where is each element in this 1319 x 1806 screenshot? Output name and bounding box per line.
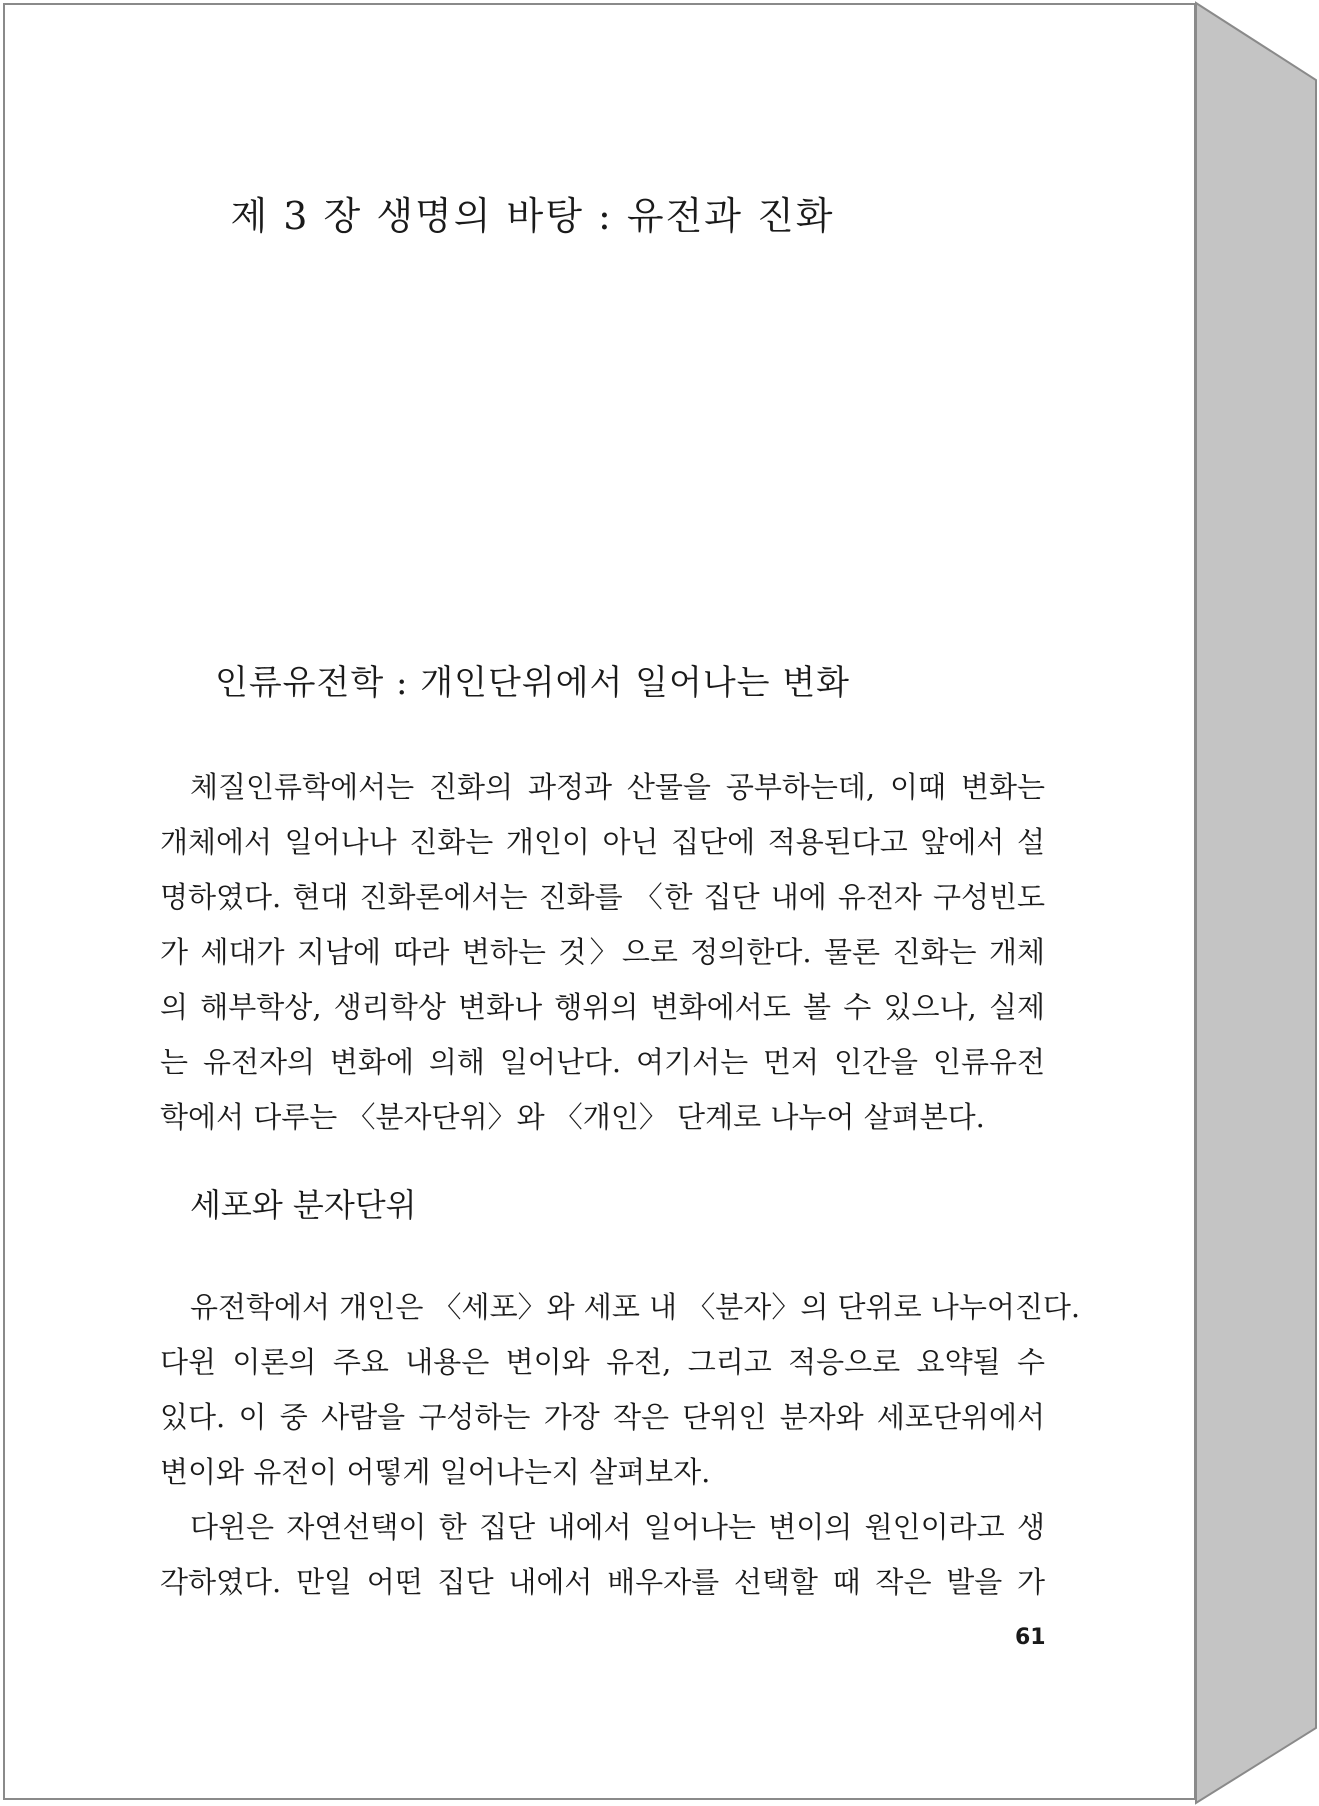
paragraph-line: 유전학에서 개인은 〈세포〉와 세포 내 〈분자〉의 단위로 나누어진다. xyxy=(190,1290,1081,1324)
section-title: 인류유전학 : 개인단위에서 일어나는 변화 xyxy=(214,663,851,703)
subsection-title: 세포와 분자단위 xyxy=(190,1186,417,1224)
paragraph-line: 있다. 이 중 사람을 구성하는 가장 작은 단위인 분자와 세포단위에서 xyxy=(160,1400,1045,1434)
page-number: 61 xyxy=(1015,1625,1046,1650)
paragraph-darwin xyxy=(160,1500,1045,1610)
paragraph-line: 다윈은 자연선택이 한 집단 내에서 일어나는 변이의 원인이라고 생 xyxy=(190,1510,1045,1544)
paragraph-cell-molecule xyxy=(160,1280,1081,1500)
paragraph-line: 의 해부학상, 생리학상 변화나 행위의 변화에서도 볼 수 있으나, 실제 xyxy=(160,990,1045,1024)
chapter-title: 제 3 장 생명의 바탕 : 유전과 진화 xyxy=(230,194,835,238)
paragraph-line: 변이와 유전이 어떻게 일어나는지 살펴보자. xyxy=(160,1455,711,1489)
paragraph-line: 학에서 다루는 〈분자단위〉와 〈개인〉 단계로 나누어 살펴본다. xyxy=(160,1100,985,1134)
paragraph-line: 가 세대가 지남에 따라 변하는 것〉으로 정의한다. 물론 진화는 개체 xyxy=(160,935,1045,969)
paragraph-line: 다윈 이론의 주요 내용은 변이와 유전, 그리고 적응으로 요약될 수 xyxy=(160,1345,1045,1379)
paragraph-line: 각하였다. 만일 어떤 집단 내에서 배우자를 선택할 때 작은 발을 가 xyxy=(160,1565,1045,1599)
paragraph-line: 명하였다. 현대 진화론에서는 진화를 〈한 집단 내에 유전자 구성빈도 xyxy=(160,880,1045,914)
paragraph-intro xyxy=(160,760,1045,1145)
paragraph-line: 개체에서 일어나나 진화는 개인이 아닌 집단에 적용된다고 앞에서 설 xyxy=(160,825,1045,859)
paragraph-line: 체질인류학에서는 진화의 과정과 산물을 공부하는데, 이때 변화는 xyxy=(190,770,1045,804)
paragraph-line: 는 유전자의 변화에 의해 일어난다. 여기서는 먼저 인간을 인류유전 xyxy=(160,1045,1045,1079)
